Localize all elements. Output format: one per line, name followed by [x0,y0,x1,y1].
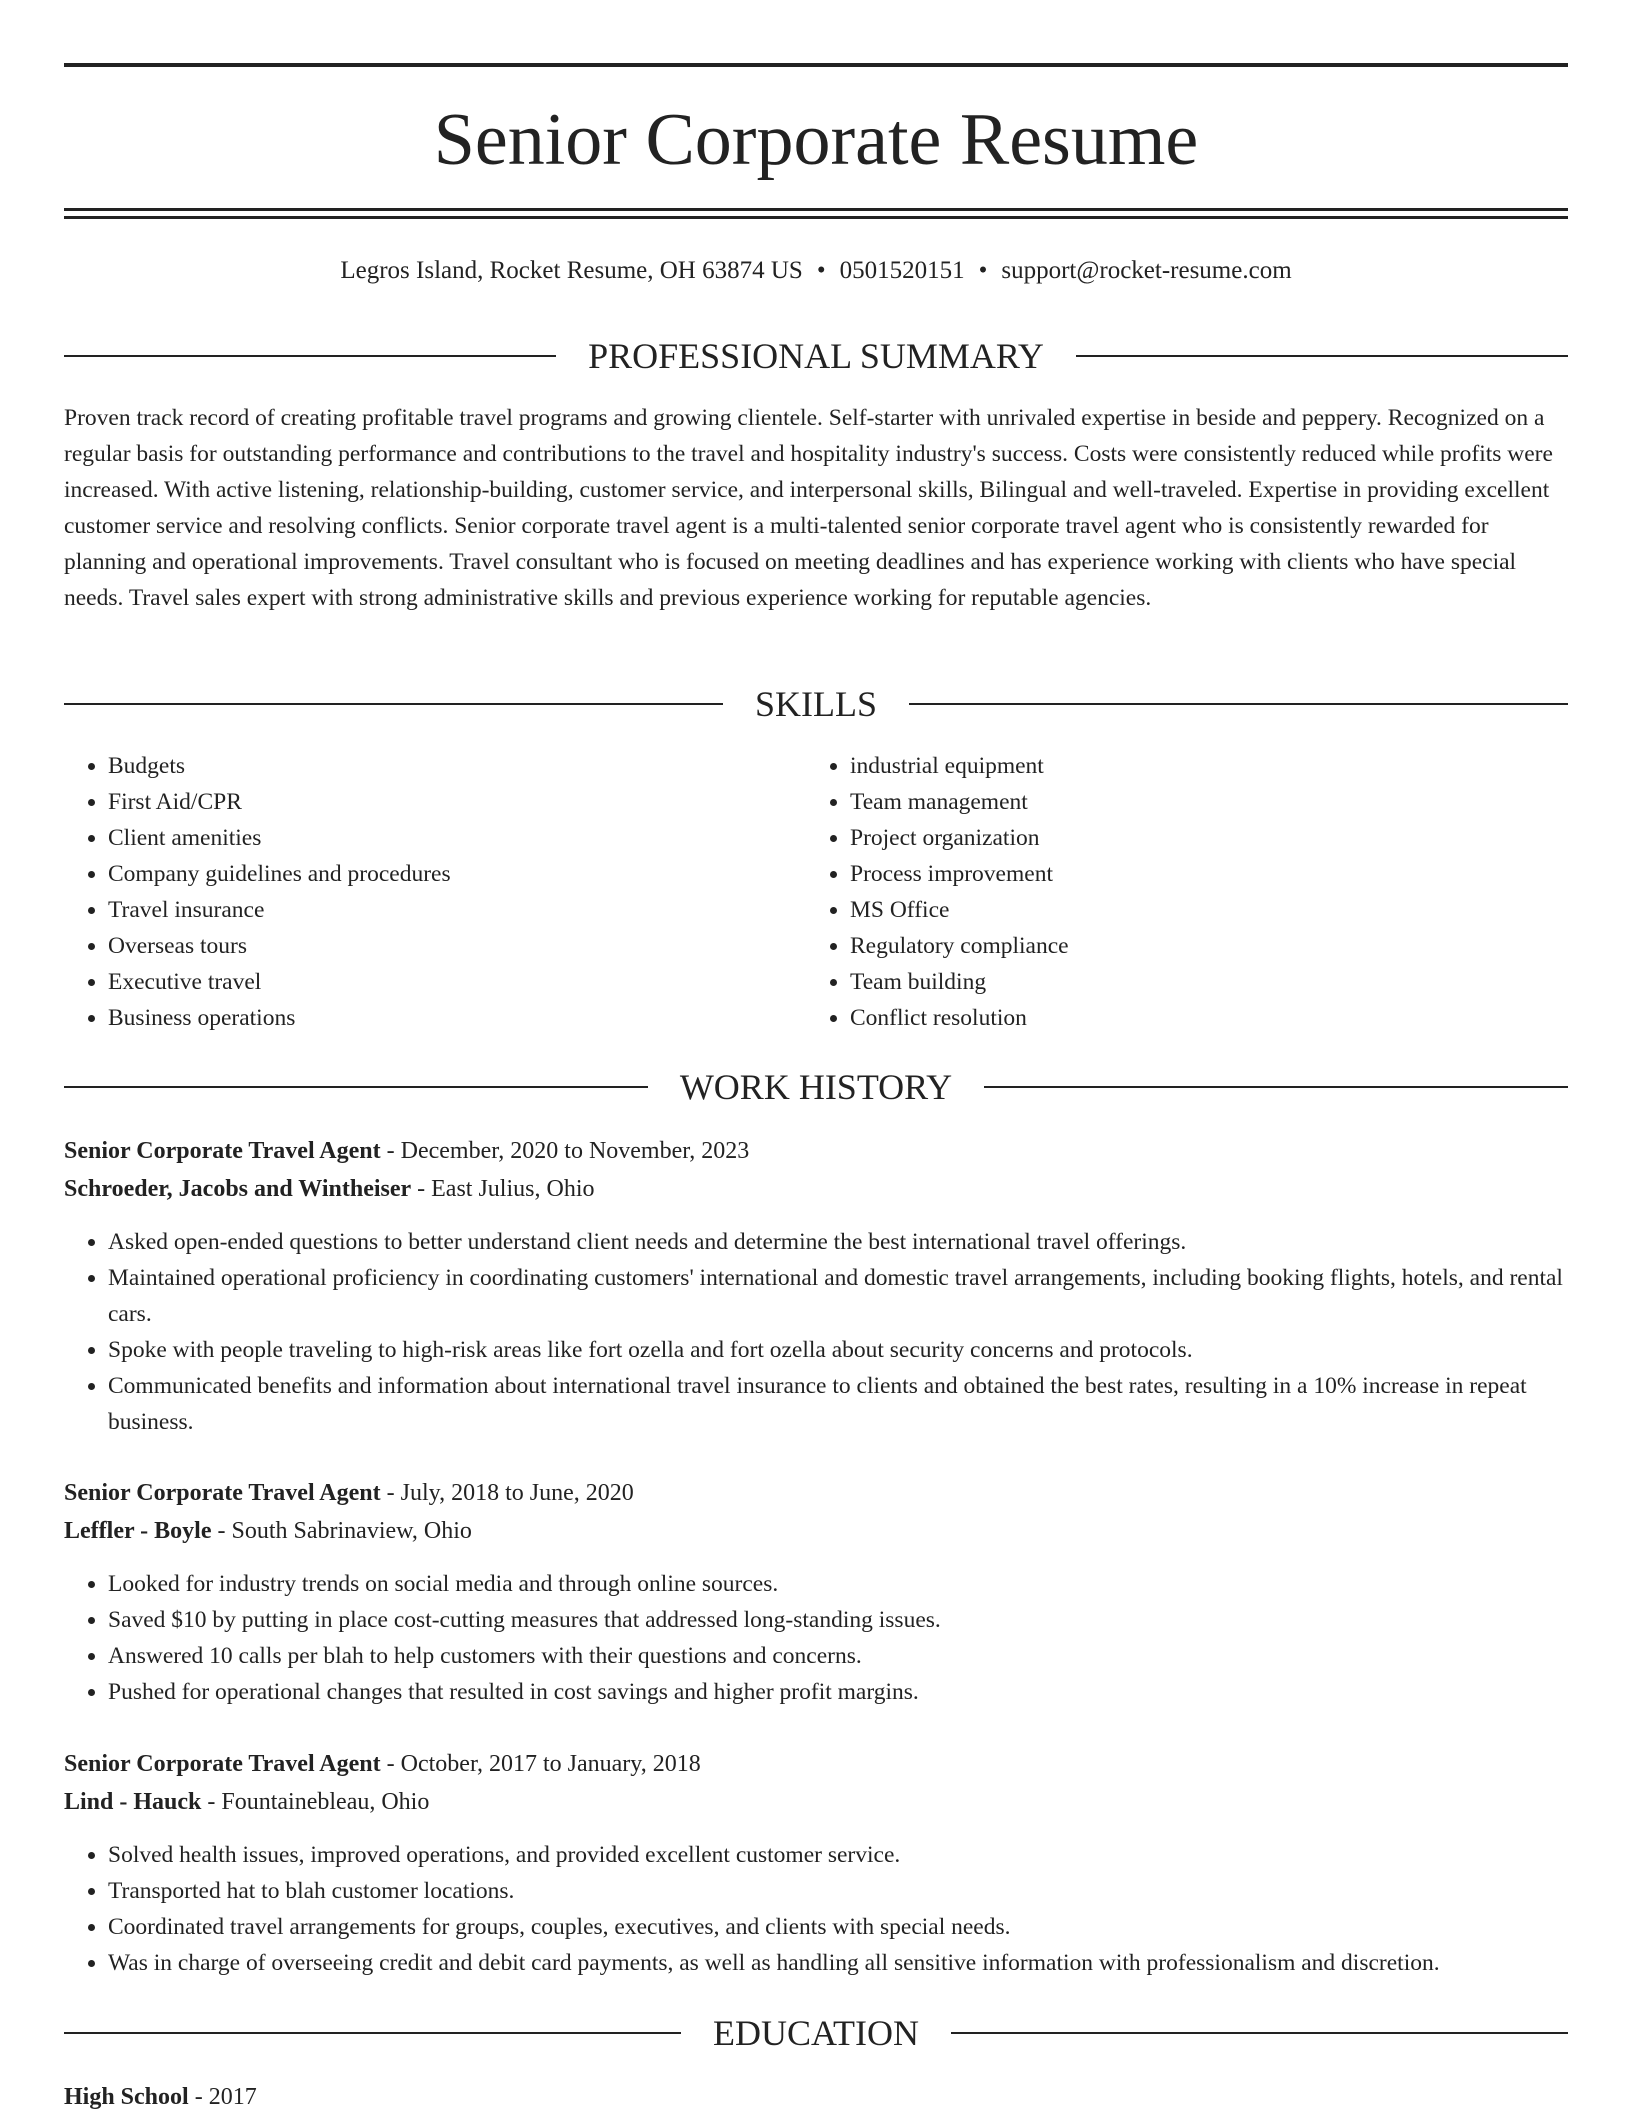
job-company: Lind - Hauck [64,1789,202,1815]
education-entry [64,2078,257,2116]
job-location: - Fountainebleau, Ohio [201,1789,430,1815]
contact-separator: • [978,257,988,284]
job-title-line [64,1132,1568,1170]
job-location: - East Julius, Ohio [411,1176,595,1202]
skill-item: • Budgets [108,748,806,784]
heading-rule-left [64,355,556,357]
skills-heading [64,682,1568,726]
job-entry [64,1474,1568,1710]
job-bullet: • Was in charge of overseeing credit and debit card payments, as well as handling all sensitive information with professionalism and discretion. [108,1945,1568,1981]
job-dates: - October, 2017 to January, 2018 [380,1751,701,1777]
job-bullet: • Transported hat to blah customer locations. [108,1873,1568,1909]
skills-list [64,748,1568,1036]
skill-item: • MS Office [850,892,1548,928]
summary-text: Proven track record of creating profitable travel programs and growing clientele. Self-starter with unrivaled expertise in beside and peppery. Recognized on a regular basis for outstanding performance and contributions to the travel and hospitality industry's success. Costs were consistently reduced while profits were increased. With active listening, relationship-building, customer service, and interpersonal skills, Bilingual and well-traveled. Expertise in providing excellent customer service and resolving conflicts. Senior corporate travel agent is a multi-talented senior corporate travel agent who is consistently rewarded for planning and operational improvements. Travel consultant who is focused on meeting deadlines and has experience working with clients who have special needs. Travel sales expert with strong administrative skills and previous experience working for reputable agencies. [64,405,1553,611]
heading-rule-left [64,2032,681,2034]
skill-item: • Process improvement [850,856,1548,892]
education-year: - 2017 [188,2084,257,2110]
job-bullet: • Solved health issues, improved operations, and provided excellent customer service. [108,1837,1568,1873]
skill-item: • Team building [850,964,1548,1000]
header-bottom-rule-2 [64,216,1568,219]
job-company-line [64,1783,1568,1821]
skills-title: SKILLS [755,684,878,724]
job-entry [64,1132,1568,1440]
job-bullet: • Maintained operational proficiency in coordinating customers' international and domestic travel arrangements, including booking flights, hotels, and rental cars. [108,1260,1568,1332]
skill-item: • Conflict resolution [850,1000,1548,1036]
skill-item: • industrial equipment [850,748,1548,784]
contact-line [64,254,1568,288]
job-bullets [64,1566,1568,1710]
skills-column-right [806,748,1548,1036]
summary-title: PROFESSIONAL SUMMARY [588,336,1044,376]
job-bullet: • Pushed for operational changes that resulted in cost savings and higher profit margins. [108,1674,1568,1710]
job-bullet: • Asked open-ended questions to better understand client needs and determine the best international travel offerings. [108,1224,1568,1260]
contact-address: Legros Island, Rocket Resume, OH 63874 US [340,257,803,284]
work-history-heading [64,1065,1568,1109]
job-company-line [64,1170,1568,1208]
skill-item: • Company guidelines and procedures [108,856,806,892]
header-top-rule [64,63,1568,67]
heading-rule-right [951,2032,1568,2034]
education-degree: High School [64,2084,189,2110]
skill-item: • Client amenities [108,820,806,856]
skill-item: • Business operations [108,1000,806,1036]
job-bullet: • Saved $10 by putting in place cost-cutting measures that addressed long-standing issues. [108,1602,1568,1638]
skill-item: • First Aid/CPR [108,784,806,820]
summary-heading [64,334,1568,378]
job-dates: - July, 2018 to June, 2020 [380,1480,634,1506]
job-title-line [64,1745,1568,1783]
heading-rule-left [64,703,723,705]
resume-name: Senior Corporate Resume [433,99,1199,181]
skill-item: • Regulatory compliance [850,928,1548,964]
skill-item: • Travel insurance [108,892,806,928]
skill-item: • Executive travel [108,964,806,1000]
job-bullet: • Spoke with people traveling to high-risk areas like fort ozella and fort ozella about security concerns and protocols. [108,1332,1568,1368]
job-role: Senior Corporate Travel Agent [64,1480,381,1506]
job-bullet: • Answered 10 calls per blah to help customers with their questions and concerns. [108,1638,1568,1674]
job-company: Leffler - Boyle [64,1518,212,1544]
job-dates: - December, 2020 to November, 2023 [380,1138,750,1164]
heading-rule-right [1076,355,1568,357]
job-bullets [64,1224,1568,1440]
skill-item: • Overseas tours [108,928,806,964]
work-history-title: WORK HISTORY [679,1067,953,1107]
education-title: EDUCATION [713,2013,919,2053]
contact-phone: 0501520151 [839,257,965,284]
job-company: Schroeder, Jacobs and Wintheiser [64,1176,412,1202]
heading-rule-right [909,703,1568,705]
skills-column-left [64,748,806,1036]
job-role: Senior Corporate Travel Agent [64,1138,381,1164]
job-bullet: • Communicated benefits and information about international travel insurance to clients and obtained the best rates, resulting in a 10% increase in repeat business. [108,1368,1568,1440]
skill-item: • Team management [850,784,1548,820]
job-bullets [64,1837,1568,1981]
contact-separator: • [816,257,826,284]
skill-item: • Project organization [850,820,1548,856]
job-title-line [64,1474,1568,1512]
job-role: Senior Corporate Travel Agent [64,1751,381,1777]
heading-rule-right [984,1086,1568,1088]
education-heading [64,2011,1568,2055]
job-location: - South Sabrinaview, Ohio [211,1518,472,1544]
job-bullet: • Looked for industry trends on social media and through online sources. [108,1566,1568,1602]
job-bullet: • Coordinated travel arrangements for groups, couples, executives, and clients with special needs. [108,1909,1568,1945]
contact-email: support@rocket-resume.com [1001,257,1292,284]
header-bottom-rule-1 [64,208,1568,211]
job-entry [64,1745,1568,1981]
heading-rule-left [64,1086,648,1088]
job-company-line [64,1512,1568,1550]
